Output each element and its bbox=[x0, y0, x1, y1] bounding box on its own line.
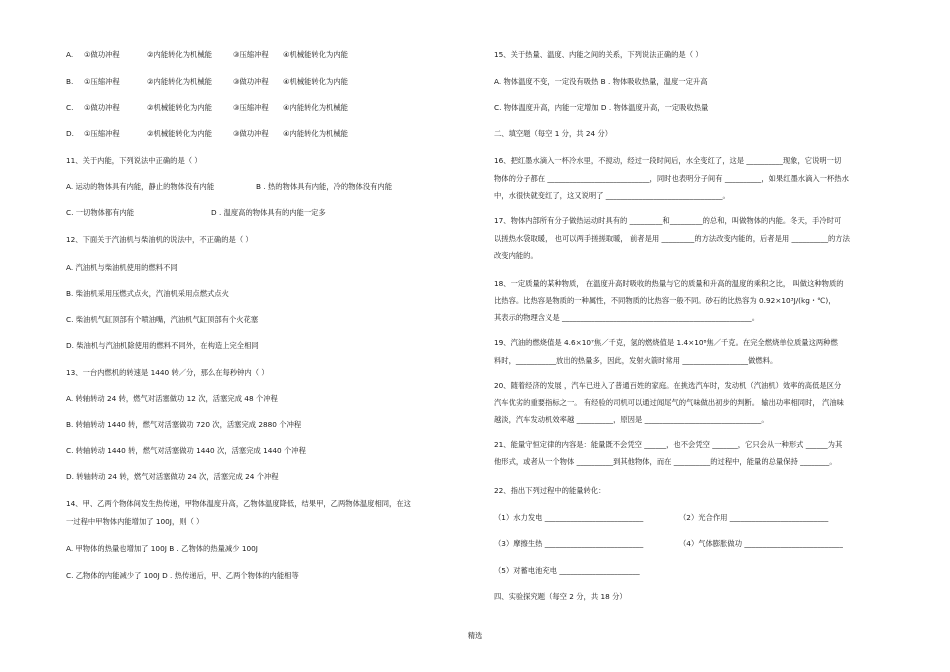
q17-line3: 改变内能的。 bbox=[494, 251, 538, 260]
q20-line1: 20、随着经济的发展 ，汽车已进入了普通百姓的家庭。在挑选汽车时，发动机（汽油机）效率的高低是区分 bbox=[494, 381, 842, 390]
q17-line1: 17、物体内部所有分子做热运动时具有的 _________和_________的总和，叫做物体的内能。冬天，手冷时可 bbox=[494, 216, 842, 225]
q22-item-4: （4）气体膨胀做功 ___________________________ bbox=[679, 539, 843, 548]
q12-option-d: D. 柴油机与汽油机除使用的燃料不同外，在构造上完全相同 bbox=[66, 341, 259, 350]
q20-line2: 汽车优劣的重要指标之一。 有经验的司机可以通过闻尾气的气味做出初步的判断。 输出功率相同时， 汽油味 bbox=[494, 398, 844, 407]
q22-item-1: （1）水力发电 ___________________________ bbox=[494, 513, 644, 522]
q13-option-b: B. 转轴转动 1440 转，燃气对活塞做功 720 次，活塞完成 2880 个冲程 bbox=[66, 420, 302, 429]
q14-stem-line2: 一过程中甲物体内能增加了 100J，则（ ） bbox=[66, 517, 204, 526]
q16-line3: 中，水很快就变红了，这又说明了 ________________________________。 bbox=[494, 191, 730, 200]
page-footer: 精选 bbox=[467, 631, 483, 640]
q14-options-ab: A. 甲物体的热量也增加了 100J B . 乙物体的热量减少 100J bbox=[66, 544, 258, 553]
q16-line2: 物体的分子都在 ____________________________，同时也表明分子间有 __________，如果红墨水滴入一杯热水 bbox=[494, 174, 849, 183]
q10-option-c: C. ①做功冲程 ②机械能转化为内能 ③压缩冲程 ④内能转化为机械能 bbox=[66, 103, 348, 112]
q14-stem-line1: 14、甲、乙两个物体间发生热传递，甲物体温度升高，乙物体温度降低，结果甲，乙两物体温度相同，在这 bbox=[66, 499, 411, 508]
q10-option-a: A. ①做功冲程 ②内能转化为机械能 ③压缩冲程 ④机械能转化为内能 bbox=[66, 50, 348, 59]
q10-option-d: D. ①压缩冲程 ②机械能转化为内能 ③做功冲程 ④内能转化为机械能 bbox=[66, 129, 348, 138]
q11-option-d: D . 温度高的物体具有的内能一定多 bbox=[211, 208, 326, 217]
q22-item-5: （5）对蓄电池充电 ______________________ bbox=[494, 566, 640, 575]
q11-option-a: A. 运动的物体具有内能，静止的物体没有内能 bbox=[66, 182, 215, 191]
q14-options-cd: C. 乙物体的内能减少了 100J D . 热传递后，甲、乙两个物体的内能相等 bbox=[66, 571, 299, 580]
q12-option-b: B. 柴油机采用压燃式点火，汽油机采用点燃式点火 bbox=[66, 289, 229, 298]
q10-option-b: B. ①压缩冲程 ②内能转化为机械能 ③做功冲程 ④机械能转化为内能 bbox=[66, 77, 348, 86]
q11-option-c: C. 一切物体都有内能 bbox=[66, 208, 135, 217]
section-fill-in-heading: 二、填空题（每空 1 分，共 24 分） bbox=[494, 129, 613, 138]
section-experiment-heading: 四、实验探究题（每空 2 分，共 18 分） bbox=[494, 592, 627, 601]
q13-option-a: A. 转轴转动 24 转，燃气对活塞做功 12 次，活塞完成 48 个冲程 bbox=[66, 394, 278, 403]
q20-line3: 越淡，汽车发动机效率越 __________，原因是 ________________________________。 bbox=[494, 415, 769, 424]
q18-line2: 比热容。比热容是物质的一种属性，不同物质的比热容一般不同。砂石的比热容为 0.92×10³J/(kg・℃)， bbox=[494, 296, 836, 305]
q12-option-c: C. 柴油机气缸顶部有个喷油嘴，汽油机气缸顶部有个火花塞 bbox=[66, 315, 259, 324]
q13-stem: 13、一台内燃机的转速是 1440 转／分，那么在每秒钟内（ ） bbox=[66, 368, 269, 377]
q12-option-a: A. 汽油机与柴油机使用的燃料不同 bbox=[66, 263, 178, 272]
q11-stem: 11、关于内能，下列说法中正确的是（ ） bbox=[66, 156, 202, 165]
q15-options-cd: C. 物体温度升高，内能一定增加 D . 物体温度升高，一定吸收热量 bbox=[494, 103, 709, 112]
q15-stem: 15、关于热量、温度、内能之间的关系，下列说法正确的是（ ） bbox=[494, 50, 703, 59]
q22-stem: 22、指出下列过程中的能量转化： bbox=[494, 486, 606, 495]
q22-item-2: （2）光合作用 ___________________________ bbox=[679, 513, 829, 522]
q18-line1: 18、一定质量的某种物质， 在温度升高时吸收的热量与它的质量和升高的温度的乘积之比， 叫做这种物质的 bbox=[494, 279, 844, 288]
q11-option-b: B . 热的物体具有内能，冷的物体没有内能 bbox=[256, 182, 393, 191]
q18-line3: 其表示的物理含义是 ____________________________________________________。 bbox=[494, 313, 760, 322]
q17-line2: 以搓热水袋取暖， 也可以两手搓搓取暖， 前者是用 _________的方法改变内能的，后者是用 __________的方法 bbox=[494, 234, 850, 243]
q22-item-3: （3）摩擦生热 ___________________________ bbox=[494, 539, 644, 548]
q21-line1: 21、能量守恒定律的内容是：能量既不会凭空 ______，也不会凭空 _______，它只会从一种形式 ______为其 bbox=[494, 440, 843, 449]
q15-options-ab: A. 物体温度不变，一定没有吸热 B . 物体吸收热量，温度一定升高 bbox=[494, 77, 708, 86]
q19-line1: 19、汽油的燃烧值是 4.6×10⁷焦／千克，氢的燃烧值是 1.4×10⁸焦／千克。在完全燃烧单位质量这两种燃 bbox=[494, 338, 838, 347]
q21-line2: 他形式，或者从一个物体 __________到其他物体，而在 __________的过程中，能量的总量保持 ________。 bbox=[494, 457, 837, 466]
q13-option-c: C. 转轴转动 1440 转，燃气对活塞做功 1440 次，活塞完成 1440 个冲程 bbox=[66, 446, 306, 455]
q12-stem: 12、下面关于汽油机与柴油机的说法中，不正确的是（ ） bbox=[66, 235, 253, 244]
q19-line2: 料时，___________放出的热量多，因此，发射火箭时常用 __________________做燃料。 bbox=[494, 356, 778, 365]
q16-line1: 16、把红墨水滴入一杯冷水里，不搅动，经过一段时间后，水全变红了，这是 __________现象，它说明一切 bbox=[494, 156, 842, 165]
q13-option-d: D. 转轴转动 24 转，燃气对活塞做功 24 次，活塞完成 24 个冲程 bbox=[66, 472, 279, 481]
